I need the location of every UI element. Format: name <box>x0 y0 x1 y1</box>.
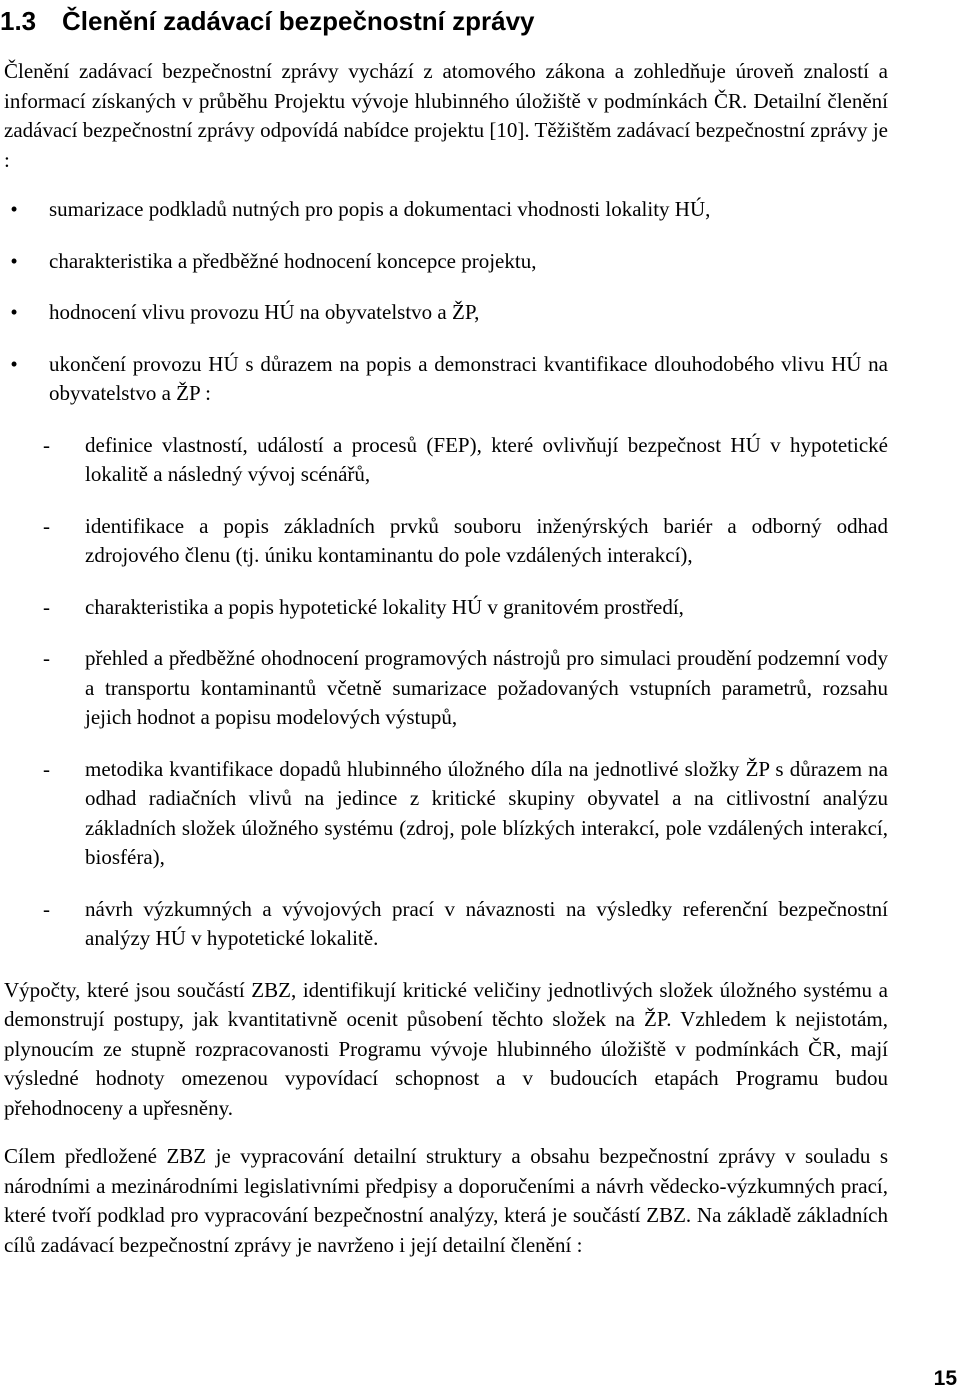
bullet-item <box>4 350 888 409</box>
bullet-item <box>4 195 888 225</box>
section-heading <box>0 5 888 37</box>
dash-list <box>4 431 888 954</box>
dash-marker: - <box>43 756 50 781</box>
bullet-item <box>4 247 888 277</box>
bullet-icon: • <box>10 248 18 273</box>
dash-item <box>4 512 888 571</box>
dash-text: definice vlastností, událostí a procesů (FEP), které ovlivňují bezpečnost HÚ v hypotetické lokalitě a následný vývoj scénářů, <box>85 432 888 486</box>
section-number: 1.3 <box>0 6 37 36</box>
dash-text: identifikace a popis základních prvků souboru inženýrských bariér a odborný odhad zdrojového členu (tj. úniku kontaminantu do pole vzdálených interakcí), <box>85 513 888 567</box>
dash-marker: - <box>43 896 50 921</box>
dash-item <box>4 895 888 954</box>
dash-item <box>4 431 888 490</box>
bullet-icon: • <box>10 351 18 376</box>
dash-marker: - <box>43 594 50 619</box>
dash-item <box>4 644 888 733</box>
dash-marker: - <box>43 513 50 538</box>
dash-item <box>4 755 888 873</box>
dash-marker: - <box>43 646 50 670</box>
dash-item <box>4 593 888 623</box>
dash-marker: - <box>43 432 50 457</box>
bullet-text: charakteristika a předběžné hodnocení koncepce projektu, <box>49 248 537 273</box>
intro-paragraph: Členění zadávací bezpečnostní zprávy vychází z atomového zákona a zohledňuje úroveň znalostí a informací získaných v průběhu Projektu vývoje hlubinného úložiště v podmínkách ČR. Detailní členění zadávací bezpečnostní zprávy odpovídá nabídce projektu [10]. Těžištěm zadávací bezpečnostní zprávy je : <box>4 59 888 172</box>
bullet-text: hodnocení vlivu provozu HÚ na obyvatelstvo a ŽP, <box>49 300 480 324</box>
bullet-item <box>4 298 888 328</box>
body-paragraph-2: Výpočty, které jsou součástí ZBZ, identifikují kritické veličiny jednotlivých složek úložného systému a demonstrují postupy, jak kvantitativně ocenit působení těchto složek na ŽP. Vzhledem k nejistotám, plynoucím ze stupně rozpracovanosti Programu vývoje hlubinného úložiště v podmínkách ČR, mají výsledné hodnoty omezenou vypovídací schopnost a v budoucích etapách Programu budou přehodnoceny a upřesněny. <box>4 977 888 1120</box>
bullet-icon: • <box>10 197 18 221</box>
bullet-text: sumarizace podkladů nutných pro popis a dokumentaci vhodnosti lokality HÚ, <box>49 197 711 221</box>
dash-text: přehled a předběžné ohodnocení programových nástrojů pro simulaci proudění podzemní vody a transportu kontaminantů včetně sumarizace požadovaných vstupních parametrů, rozsahu jejich hodnot a popisu modelových výstupů, <box>85 646 888 729</box>
section-title: Členění zadávací bezpečnostní zprávy <box>62 6 535 36</box>
dash-text: charakteristika a popis hypotetické lokality HÚ v granitovém prostředí, <box>85 594 684 619</box>
bullet-icon: • <box>10 300 18 324</box>
dash-text: metodika kvantifikace dopadů hlubinného úložného díla na jednotlivé složky ŽP s důrazem na odhad radiačních vlivů na jedince z kritické skupiny obyvatel a na citlivostní analýzu základních složek úložného systému (zdroj, pole blízkých interakcí, pole vzdálených interakcí, biosféra), <box>85 756 888 869</box>
bullet-text: ukončení provozu HÚ s důrazem na popis a demonstraci kvantifikace dlouhodobého vlivu HÚ na obyvatelstvo a ŽP : <box>49 351 888 405</box>
body-paragraph-3: Cílem předložené ZBZ je vypracování detailní struktury a obsahu bezpečnostní zprávy v souladu s národními a mezinárodními legislativními předpisy a doporučeními a návrh vědecko-výzkumných prací, které tvoří podklad pro vypracování bezpečnostní analýzy, která je součástí ZBZ. Na základě základních cílů zadávací bezpečnostní zprávy je navrženo i její detailní členění : <box>4 1144 888 1257</box>
dash-text: návrh výzkumných a vývojových prací v návaznosti na výsledky referenční bezpečnostní analýzy HÚ v hypotetické lokalitě. <box>85 896 888 950</box>
page-number: 15 <box>933 1367 957 1390</box>
bullet-list <box>4 195 888 409</box>
